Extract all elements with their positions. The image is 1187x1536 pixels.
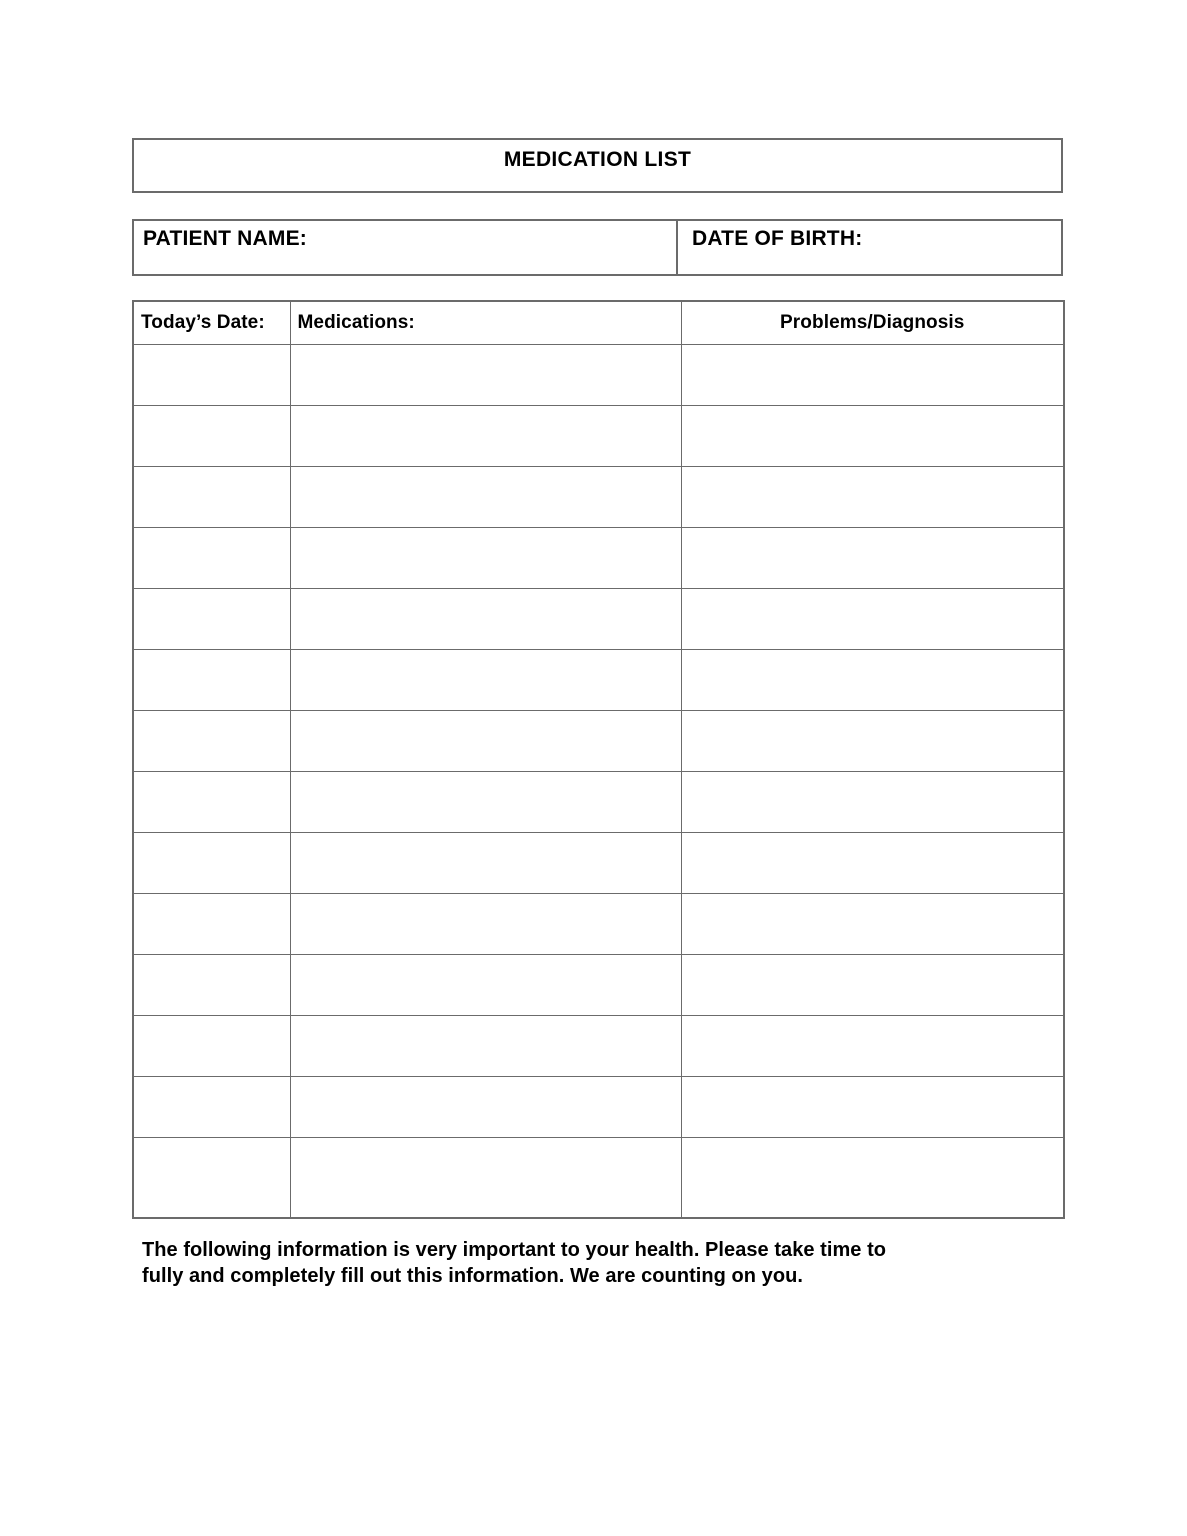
column-header-problems-diagnosis (681, 301, 1064, 344)
cell-problems-diagnosis[interactable] (681, 1137, 1064, 1218)
table-row (133, 405, 1064, 466)
table-row (133, 344, 1064, 405)
cell-problems-diagnosis[interactable] (681, 527, 1064, 588)
cell-problems-diagnosis[interactable] (681, 893, 1064, 954)
cell-todays-date[interactable] (133, 1015, 290, 1076)
table-row (133, 954, 1064, 1015)
cell-problems-diagnosis[interactable] (681, 344, 1064, 405)
cell-medications[interactable] (290, 1076, 681, 1137)
table-row (133, 588, 1064, 649)
table-row (133, 893, 1064, 954)
medication-table (132, 300, 1065, 1219)
cell-medications[interactable] (290, 893, 681, 954)
cell-medications[interactable] (290, 588, 681, 649)
date-of-birth-label: DATE OF BIRTH: (692, 227, 863, 250)
cell-medications[interactable] (290, 710, 681, 771)
table-row (133, 1076, 1064, 1137)
cell-todays-date[interactable] (133, 405, 290, 466)
cell-medications[interactable] (290, 771, 681, 832)
cell-todays-date[interactable] (133, 344, 290, 405)
patient-name-field[interactable] (134, 221, 678, 274)
cell-medications[interactable] (290, 527, 681, 588)
cell-medications[interactable] (290, 1137, 681, 1218)
cell-problems-diagnosis[interactable] (681, 405, 1064, 466)
cell-todays-date[interactable] (133, 1076, 290, 1137)
title-box (132, 138, 1063, 193)
cell-medications[interactable] (290, 832, 681, 893)
page-title: MEDICATION LIST (503, 148, 692, 171)
cell-problems-diagnosis[interactable] (681, 649, 1064, 710)
table-row (133, 710, 1064, 771)
patient-name-label: PATIENT NAME: (143, 227, 307, 250)
cell-todays-date[interactable] (133, 1137, 290, 1218)
cell-problems-diagnosis[interactable] (681, 832, 1064, 893)
column-header-medications (290, 301, 681, 344)
footer-note-line-2: fully and completely fill out this information. We are counting on you. (142, 1265, 803, 1288)
cell-problems-diagnosis[interactable] (681, 1015, 1064, 1076)
cell-todays-date[interactable] (133, 588, 290, 649)
cell-todays-date[interactable] (133, 832, 290, 893)
column-header-todays-date-label: Today’s Date: (141, 311, 265, 333)
cell-problems-diagnosis[interactable] (681, 1076, 1064, 1137)
table-row (133, 832, 1064, 893)
table-header-row (133, 301, 1064, 344)
table-row (133, 649, 1064, 710)
cell-todays-date[interactable] (133, 954, 290, 1015)
cell-todays-date[interactable] (133, 710, 290, 771)
table-body (133, 344, 1064, 1218)
cell-medications[interactable] (290, 649, 681, 710)
table-row (133, 771, 1064, 832)
table-row (133, 527, 1064, 588)
cell-medications[interactable] (290, 954, 681, 1015)
cell-problems-diagnosis[interactable] (681, 771, 1064, 832)
table-row (133, 466, 1064, 527)
column-header-problems-diagnosis-label: Problems/Diagnosis (780, 311, 965, 333)
patient-identity-box (132, 219, 1063, 276)
cell-todays-date[interactable] (133, 649, 290, 710)
date-of-birth-field[interactable] (678, 221, 1061, 274)
cell-medications[interactable] (290, 1015, 681, 1076)
cell-medications[interactable] (290, 344, 681, 405)
cell-problems-diagnosis[interactable] (681, 588, 1064, 649)
cell-todays-date[interactable] (133, 771, 290, 832)
cell-medications[interactable] (290, 405, 681, 466)
footer-note-line-1: The following information is very important to your health. Please take time to (142, 1239, 887, 1261)
cell-problems-diagnosis[interactable] (681, 710, 1064, 771)
cell-problems-diagnosis[interactable] (681, 954, 1064, 1015)
cell-todays-date[interactable] (133, 527, 290, 588)
cell-todays-date[interactable] (133, 466, 290, 527)
cell-problems-diagnosis[interactable] (681, 466, 1064, 527)
cell-todays-date[interactable] (133, 893, 290, 954)
table-row (133, 1015, 1064, 1076)
cell-medications[interactable] (290, 466, 681, 527)
column-header-todays-date (133, 301, 290, 344)
table-row (133, 1137, 1064, 1218)
column-header-medications-label: Medications: (297, 311, 415, 333)
footer-note (142, 1237, 1042, 1290)
table-header (133, 301, 1064, 344)
